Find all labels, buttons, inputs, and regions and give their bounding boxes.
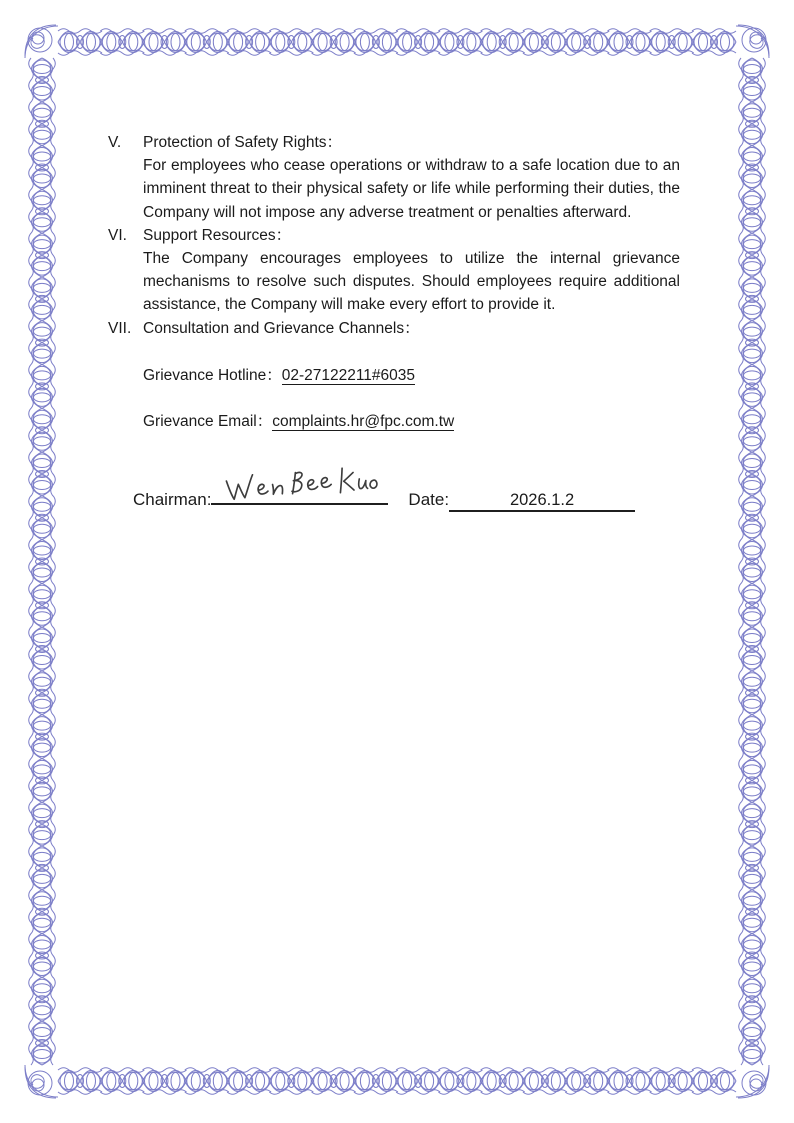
grievance-hotline-value: 02-27122211#6035 [281, 366, 416, 384]
date-label: Date: [408, 490, 450, 510]
date-line [449, 488, 635, 512]
section-title: Support Resources： [143, 226, 292, 244]
section-numeral: VI. [108, 226, 127, 244]
grievance-email-value: complaints.hr@fpc.com.tw [272, 413, 455, 431]
chairman-signature-line [211, 481, 388, 505]
grievance-email-line [143, 410, 680, 433]
section-numeral: V. [108, 134, 122, 151]
section-body: For employees who cease operations or withdraw to a safe location due to an imminent threat to their physical safety or life while performing their duties, the Company will not impose any adverse treatment or penalties afterward. [143, 157, 680, 221]
section-numeral: VII. [108, 319, 132, 337]
chairman-label: Chairman: [133, 490, 212, 510]
date-value: 2026.1.2 [509, 491, 575, 510]
grievance-hotline-line [143, 364, 680, 387]
section-body: The Company encourages employees to utilize the internal grievance mechanisms to resolve such disputes. Should employees require additional assistance, the Company will make every effort to provide it. [143, 250, 680, 314]
signature-row [133, 481, 680, 512]
section-v [108, 131, 680, 224]
chairman-handwritten-signature [217, 465, 383, 507]
section-title: Consultation and Grievance Channels： [143, 319, 420, 337]
grievance-hotline-label: Grievance Hotline： [143, 366, 282, 384]
section-vi [108, 224, 680, 317]
document-body [108, 131, 680, 512]
section-vii [108, 317, 680, 340]
grievance-email-label: Grievance Email： [143, 413, 273, 431]
section-title: Protection of Safety Rights： [143, 134, 343, 151]
